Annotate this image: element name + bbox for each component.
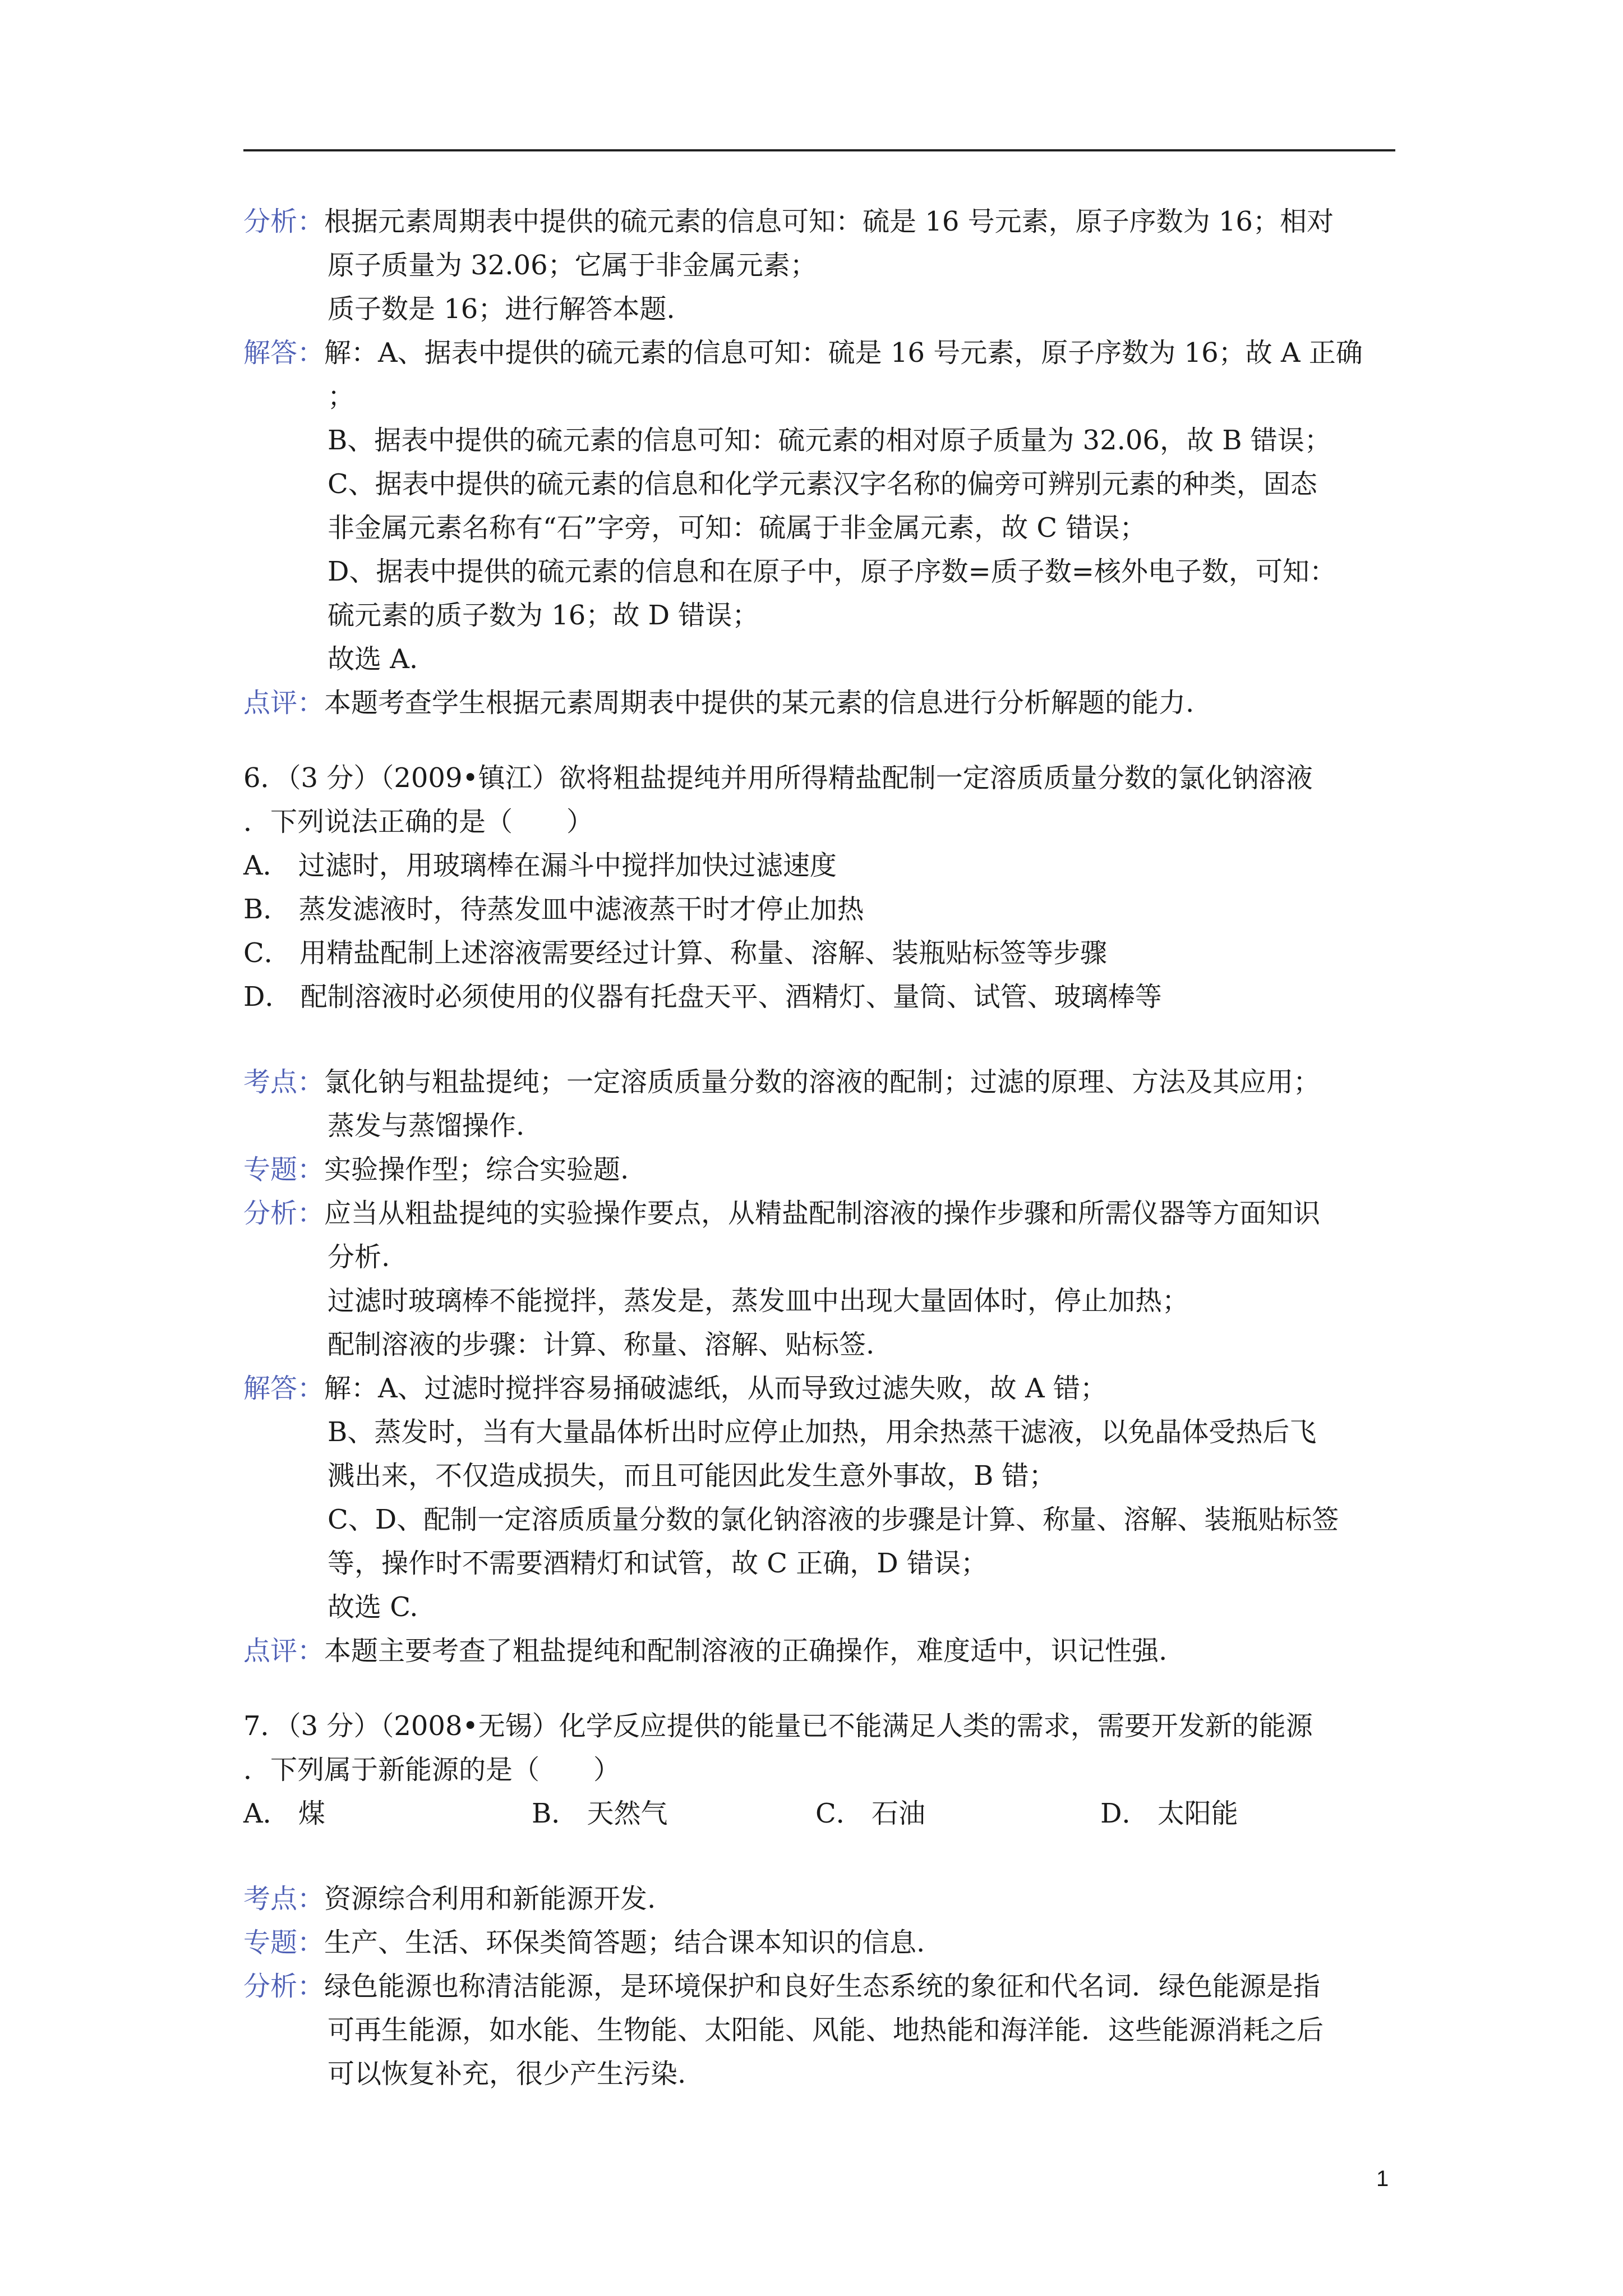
q6-solution-line-3: 溅出来，不仅造成损失，而且可能因此发生意外事故，B 错； [328,1460,1056,1492]
prev-analysis-line-3: 质子数是 16；进行解答本题. [328,293,675,325]
comment-label: 点评： [243,687,325,719]
q6-stem-line-1: 6．（3 分）（2009•镇江）欲将粗盐提纯并用所得精盐配制一定溶质质量分数的氯化钠溶液 [243,762,1313,794]
prev-solution-line-2: ； [328,381,355,412]
prev-solution-line-4: C、据表中提供的硫元素的信息和化学元素汉字名称的偏旁可辨别元素的种类，固态 [328,468,1317,500]
q6-analysis-line-3: 过滤时玻璃棒不能搅拌，蒸发是，蒸发皿中出现大量固体时，停止加热； [328,1285,1189,1317]
q6-analysis-line-4: 配制溶液的步骤：计算、称量、溶解、贴标签. [328,1329,875,1360]
prev-analysis-line-2: 原子质量为 32.06；它属于非金属元素； [328,250,817,281]
q6-analysis-line-2: 分析. [328,1241,390,1273]
prev-comment-line: 点评：本题考查学生根据元素周期表中提供的某元素的信息进行分析解题的能力. [243,687,1195,719]
topic-label: 专题： [243,1927,325,1958]
q7-option-b: B． 天然气 [532,1798,668,1829]
q6-point-line-1: 考点：氯化钠与粗盐提纯；一定溶质质量分数的溶液的配制；过滤的原理、方法及其应用； [243,1066,1321,1098]
prev-analysis-line-1: 分析：根据元素周期表中提供的硫元素的信息可知：硫是 16 号元素，原子序数为 16；相对 [243,206,1334,237]
q6-solution-line-4: C、D、配制一定溶质质量分数的氯化钠溶液的步骤是计算、称量、溶解、装瓶贴标签 [328,1504,1339,1535]
prev-solution-line-6: D、据表中提供的硫元素的信息和在原子中，原子序数=质子数=核外电子数，可知： [328,556,1336,587]
prev-solution-line-1: 解答：解：A、据表中提供的硫元素的信息可知：硫是 16 号元素，原子序数为 16；故 A 正确 [243,337,1363,369]
q6-option-b: B． 蒸发滤液时，待蒸发皿中滤液蒸干时才停止加热 [243,894,864,925]
topic-label: 专题： [243,1154,325,1185]
q7-analysis-line-1: 分析：绿色能源也称清洁能源，是环境保护和良好生态系统的象征和代名词．绿色能源是指 [243,1971,1321,2002]
prev-solution-line-7: 硫元素的质子数为 16；故 D 错误； [328,600,759,631]
point-label: 考点： [243,1066,325,1098]
page-number: 1 [1376,2166,1389,2191]
prev-solution-line-8: 故选 A. [328,643,418,675]
q6-solution-line-6: 故选 C. [328,1591,418,1623]
q7-point-line: 考点：资源综合利用和新能源开发. [243,1883,656,1915]
q7-stem-line-2: ．下列属于新能源的是（ ） [243,1754,621,1786]
q6-stem-line-2: ．下列说法正确的是（ ） [243,806,594,838]
solution-label: 解答： [243,1373,325,1404]
q6-topic-line: 专题：实验操作型；综合实验题. [243,1154,629,1185]
prev-solution-line-5: 非金属元素名称有“石”字旁，可知：硫属于非金属元素，故 C 错误； [328,512,1147,544]
analysis-label: 分析： [243,1971,325,2002]
q6-analysis-line-1: 分析：应当从粗盐提纯的实验操作要点，从精盐配制溶液的操作步骤和所需仪器等方面知识 [243,1198,1321,1229]
q6-solution-line-5: 等，操作时不需要酒精灯和试管，故 C 正确，D 错误； [328,1548,988,1579]
q7-analysis-line-3: 可以恢复补充，很少产生污染. [328,2058,686,2090]
q6-solution-line-2: B、蒸发时，当有大量晶体析出时应停止加热，用余热蒸干滤液，以免晶体受热后飞 [328,1416,1317,1448]
q6-option-d: D． 配制溶液时必须使用的仪器有托盘天平、酒精灯、量筒、试管、玻璃棒等 [243,981,1162,1013]
q6-comment-line: 点评：本题主要考查了粗盐提纯和配制溶液的正确操作，难度适中，识记性强. [243,1635,1168,1667]
q7-stem-line-1: 7．（3 分）（2008•无锡）化学反应提供的能量已不能满足人类的需求，需要开发新的能源 [243,1710,1313,1742]
solution-label: 解答： [243,337,325,369]
comment-label: 点评： [243,1635,325,1667]
q6-option-c: C． 用精盐配制上述溶液需要经过计算、称量、溶解、装瓶贴标签等步骤 [243,937,1107,969]
q6-point-line-2: 蒸发与蒸馏操作. [328,1110,525,1142]
q7-option-a: A． 煤 [243,1798,325,1829]
q7-topic-line: 专题：生产、生活、环保类简答题；结合课本知识的信息. [243,1927,925,1958]
analysis-label: 分析： [243,1198,325,1229]
q7-option-c: C． 石油 [815,1798,925,1829]
q7-option-d: D． 太阳能 [1100,1798,1238,1829]
prev-solution-line-3: B、据表中提供的硫元素的信息可知：硫元素的相对原子质量为 32.06，故 B 错误； [328,425,1331,456]
q7-analysis-line-2: 可再生能源，如水能、生物能、太阳能、风能、地热能和海洋能．这些能源消耗之后 [328,2014,1324,2046]
header-rule [243,149,1395,151]
q6-solution-line-1: 解答：解：A、过滤时搅拌容易捅破滤纸，从而导致过滤失败，故 A 错； [243,1373,1107,1404]
q6-option-a: A． 过滤时，用玻璃棒在漏斗中搅拌加快过滤速度 [243,850,837,881]
analysis-label: 分析： [243,206,325,237]
point-label: 考点： [243,1883,325,1915]
